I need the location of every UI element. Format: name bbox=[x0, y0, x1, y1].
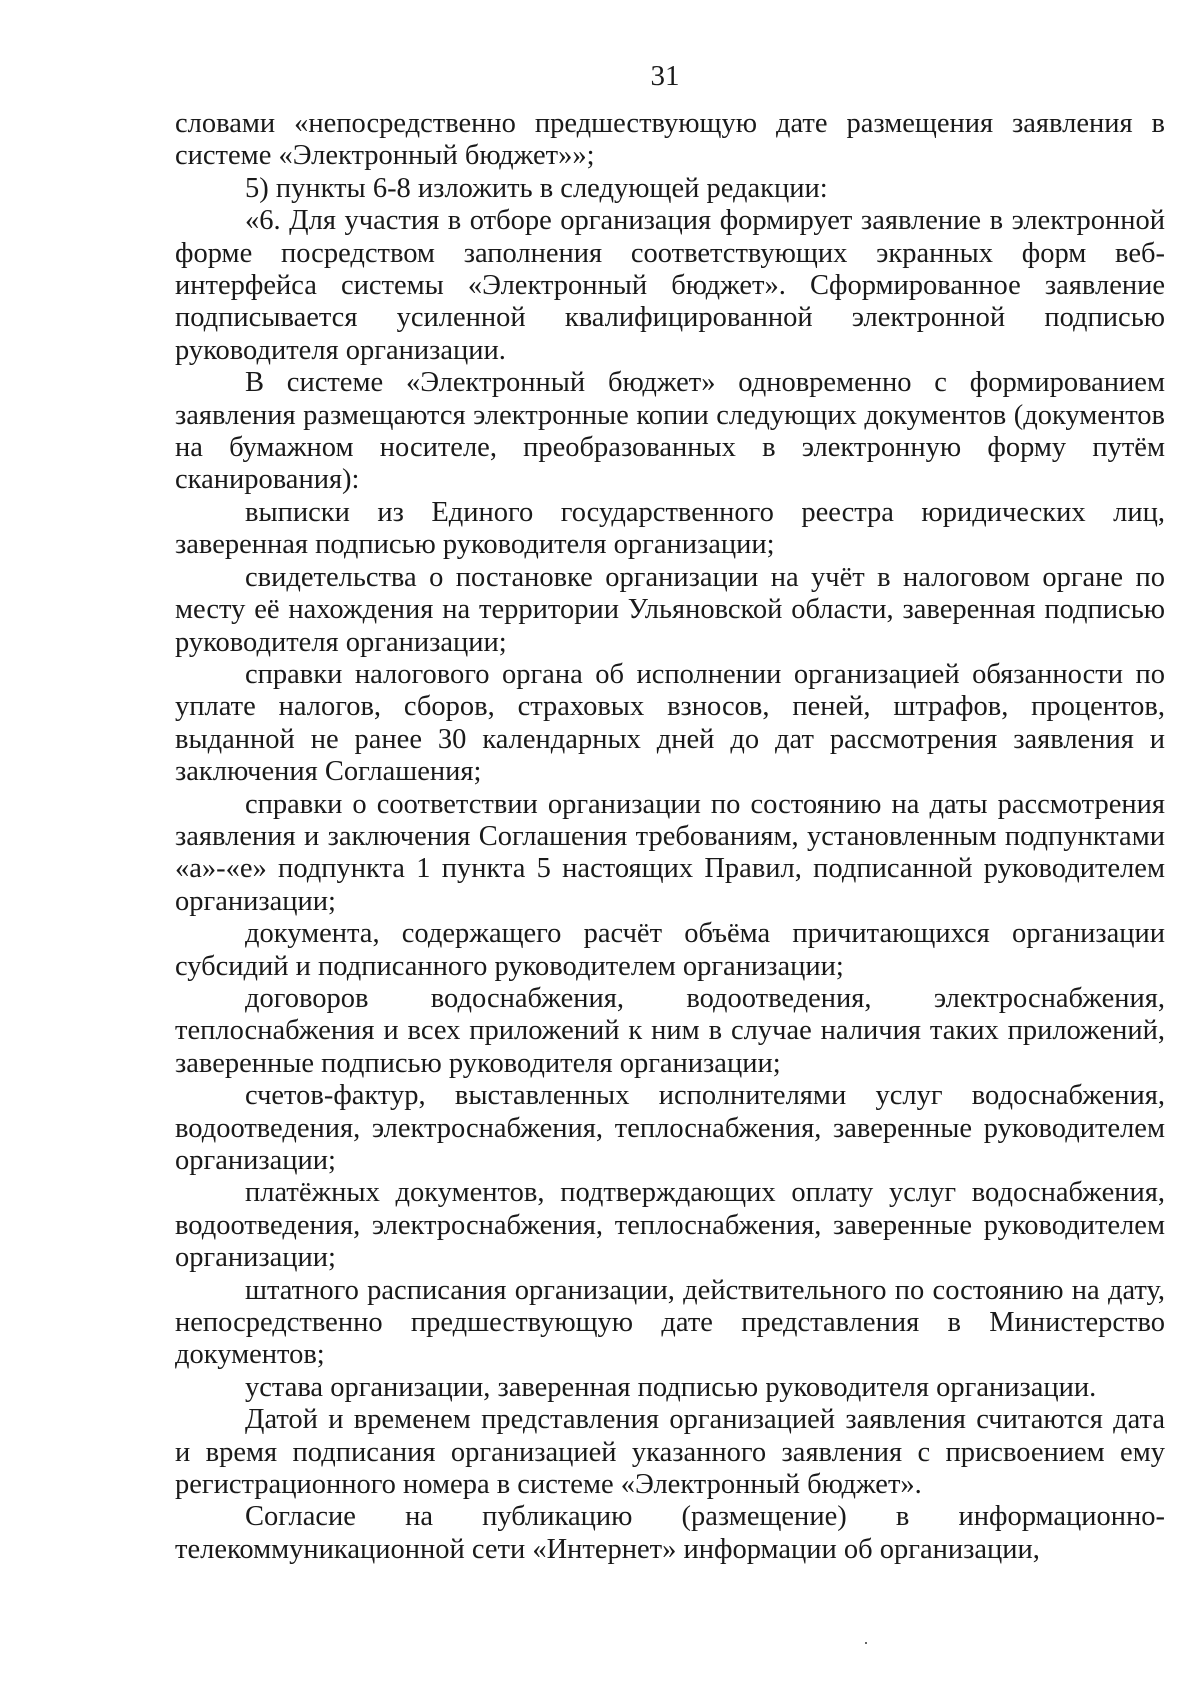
paragraph-5: выписки из Единого государственного реестра юридических лиц, заверенная подписью руководителя организации; bbox=[175, 496, 1165, 561]
scan-speck bbox=[865, 1642, 867, 1644]
paragraph-12: платёжных документов, подтверждающих оплату услуг водоснабжения, водоотведения, электроснабжения, теплоснабжения, заверенные руководителем организации; bbox=[175, 1177, 1165, 1274]
paragraph-9: документа, содержащего расчёт объёма причитающихся организации субсидий и подписанного руководителем организации; bbox=[175, 918, 1165, 982]
paragraph-14: устава организации, заверенная подписью руководителя организации. bbox=[245, 1371, 1097, 1403]
paragraph-13: штатного расписания организации, действительного по состоянию на дату, непосредственно предшествующую дате представления в Министерство документов; bbox=[175, 1274, 1165, 1371]
paragraph-4: В системе «Электронный бюджет» одновременно с формированием заявления размещаются электронные копии следующих документов (документов на бумажном носителе, преобразованных в электронную форму путём сканирования): bbox=[175, 367, 1165, 496]
paragraph-15: Датой и временем представления организацией заявления считаются дата и время подписания организацией указанного заявления с присвоением ему регистрационного номера в системе «Электронный бюджет». bbox=[175, 1404, 1165, 1501]
page-number: 31 bbox=[650, 60, 680, 92]
paragraph-7: справки налогового органа об исполнении организацией обязанности по уплате налогов, сборов, страховых взносов, пеней, штрафов, процентов, выданной не ранее 30 календарных дней до дат рассмотрения заявления и заключения Соглашения; bbox=[175, 658, 1165, 788]
paragraph-3: «6. Для участия в отборе организация формирует заявление в электронной форме посредством заполнения соответствующих экранных форм веб-интерфейса системы «Электронный бюджет». Сформированное заявление подписывается усиленной квалифицированной электронной подписью руководителя организации. bbox=[175, 205, 1165, 366]
document-body bbox=[175, 108, 1165, 1566]
paragraph-1: словами «непосредственно предшествующую дате размещения заявления в системе «Электронный бюджет»»; bbox=[175, 108, 1165, 172]
paragraph-11: счетов-фактур, выставленных исполнителями услуг водоснабжения, водоотведения, электроснабжения, теплоснабжения, заверенные руководителем организации; bbox=[175, 1080, 1165, 1176]
paragraph-16: Согласие на публикацию (размещение) в информационно-телекоммуникационной сети «Интернет» информации об организации, bbox=[175, 1501, 1165, 1565]
paragraph-2: 5) пункты 6-8 изложить в следующей редакции: bbox=[245, 172, 828, 204]
paragraph-10: договоров водоснабжения, водоотведения, электроснабжения, теплоснабжения и всех приложений к ним в случае наличия таких приложений, заверенные подписью руководителя организации; bbox=[175, 982, 1165, 1079]
paragraph-8: справки о соответствии организации по состоянию на даты рассмотрения заявления и заключения Соглашения требованиям, установленным подпунктами «а»-«е» подпункта 1 пункта 5 настоящих Правил, подписанной руководителем организации; bbox=[175, 788, 1165, 917]
paragraph-6: свидетельства о постановке организации на учёт в налоговом органе по месту её нахождения на территории Ульяновской области, заверенная подписью руководителя организации; bbox=[175, 561, 1165, 658]
